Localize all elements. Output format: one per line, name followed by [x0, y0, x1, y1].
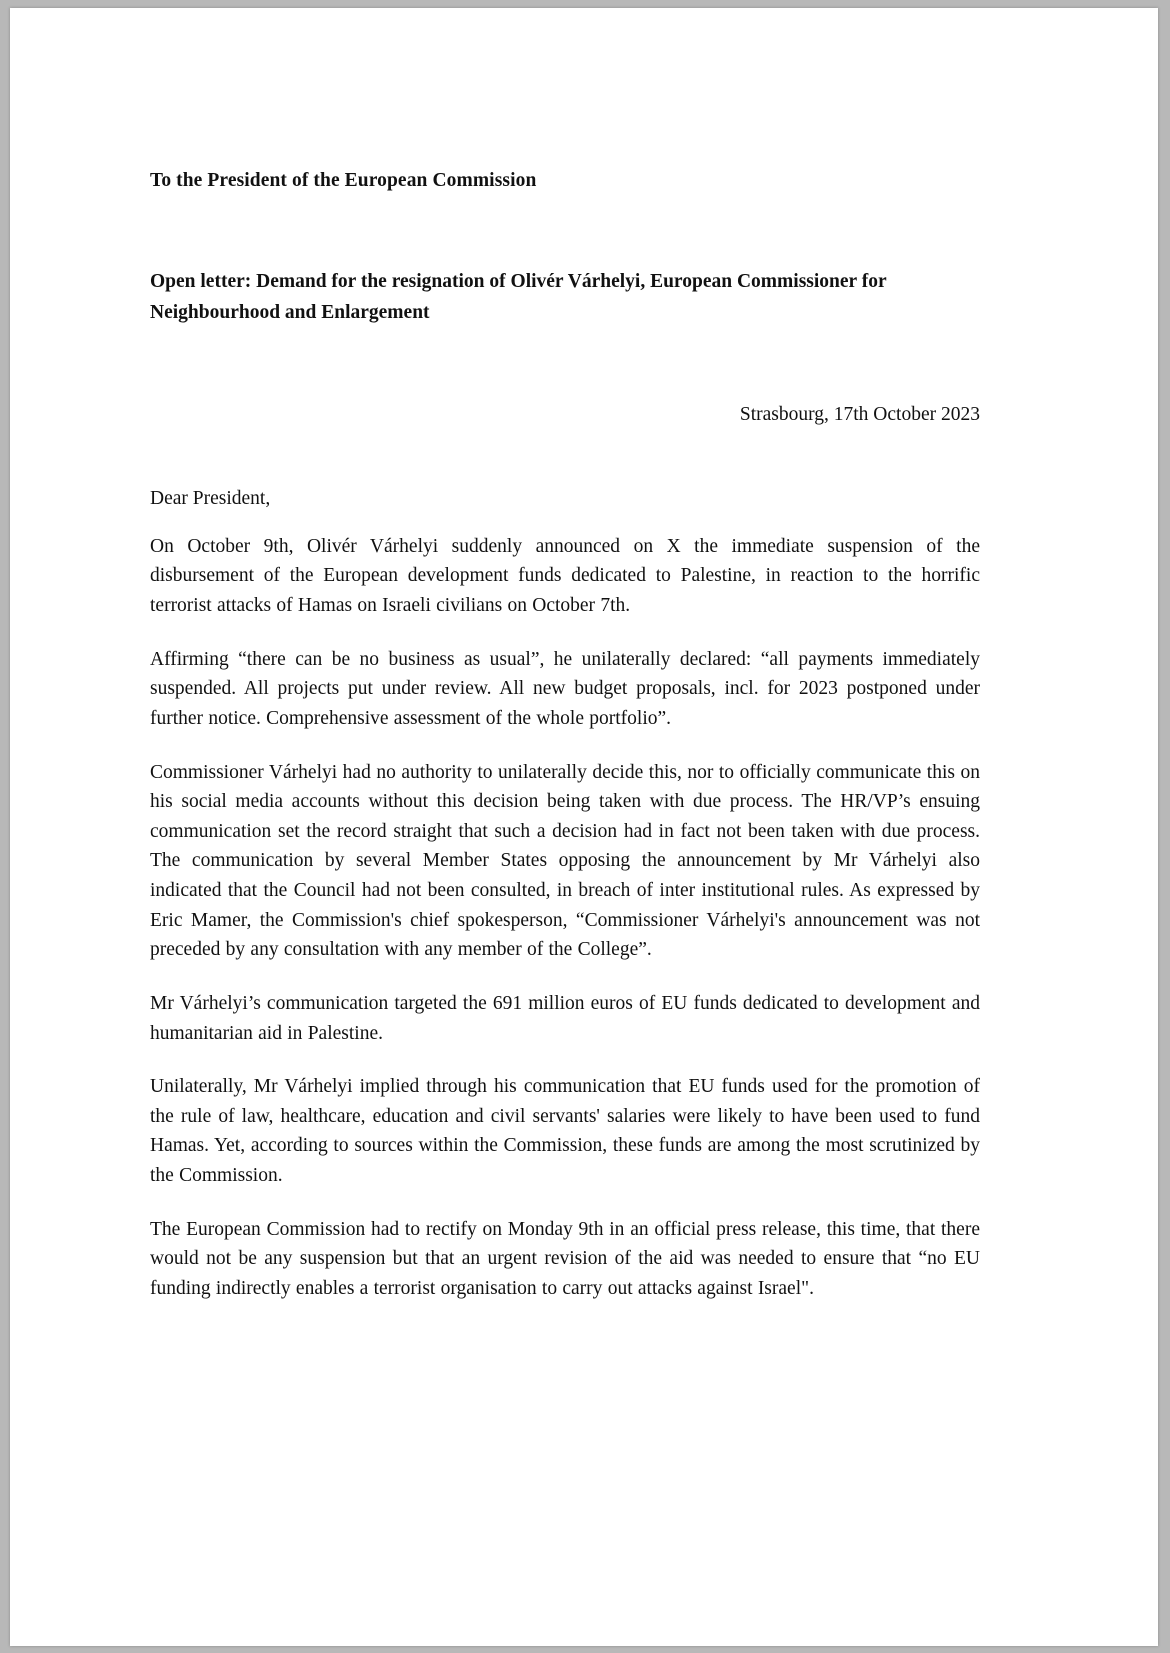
letter-paragraph: Affirming “there can be no business as usual”, he unilaterally declared: “all payments immediately suspended. All projects put under review. All new budget proposals, incl. for 2023 postponed under further notice. Comprehensive assessment of the whole portfolio”. [150, 648, 980, 729]
document-page [10, 8, 1158, 1646]
letter-salutation: Dear President, [150, 487, 271, 509]
letter-paragraph: Commissioner Várhelyi had no authority to unilaterally decide this, nor to officially communicate this on his social media accounts without this decision being taken with due process. The HR/VP’s ensuing communication set the record straight that such a decision had in fact not been taken with due process. The communication by several Member States opposing the announcement by Mr Várhelyi also indicated that the Council had not been consulted, in breach of inter institutional rules. As expressed by Eric Mamer, the Commission's chief spokesperson, “Commissioner Várhelyi's announcement was not preceded by any consultation with any member of the College”. [150, 761, 980, 961]
letter-addressee: To the President of the European Commission [150, 170, 537, 191]
letter-paragraph: Unilaterally, Mr Várhelyi implied through his communication that EU funds used for the promotion of the rule of law, healthcare, education and civil servants' salaries were likely to have been used to fund Hamas. Yet, according to sources within the Commission, these funds are among the most scrutinized by the Commission. [150, 1076, 980, 1186]
letter-paragraph: The European Commission had to rectify on Monday 9th in an official press release, this time, that there would not be any suspension but that an urgent revision of the aid was needed to ensure that “no EU funding indirectly enables a terrorist organisation to carry out attacks against Israel". [150, 1218, 980, 1299]
letter-place-date: Strasbourg, 17th October 2023 [739, 403, 980, 425]
letter-paragraph: On October 9th, Olivér Várhelyi suddenly announced on X the immediate suspension of the disbursement of the European development funds dedicated to Palestine, in reaction to the horrific terrorist attacks of Hamas on Israeli civilians on October 7th. [150, 535, 980, 616]
letter-body [150, 168, 980, 1323]
letter-subject: Open letter: Demand for the resignation of Olivér Várhelyi, European Commissioner for Neighbourhood and Enlargement [150, 271, 887, 323]
letter-paragraph: Mr Várhelyi’s communication targeted the 691 million euros of EU funds dedicated to development and humanitarian aid in Palestine. [150, 992, 980, 1044]
